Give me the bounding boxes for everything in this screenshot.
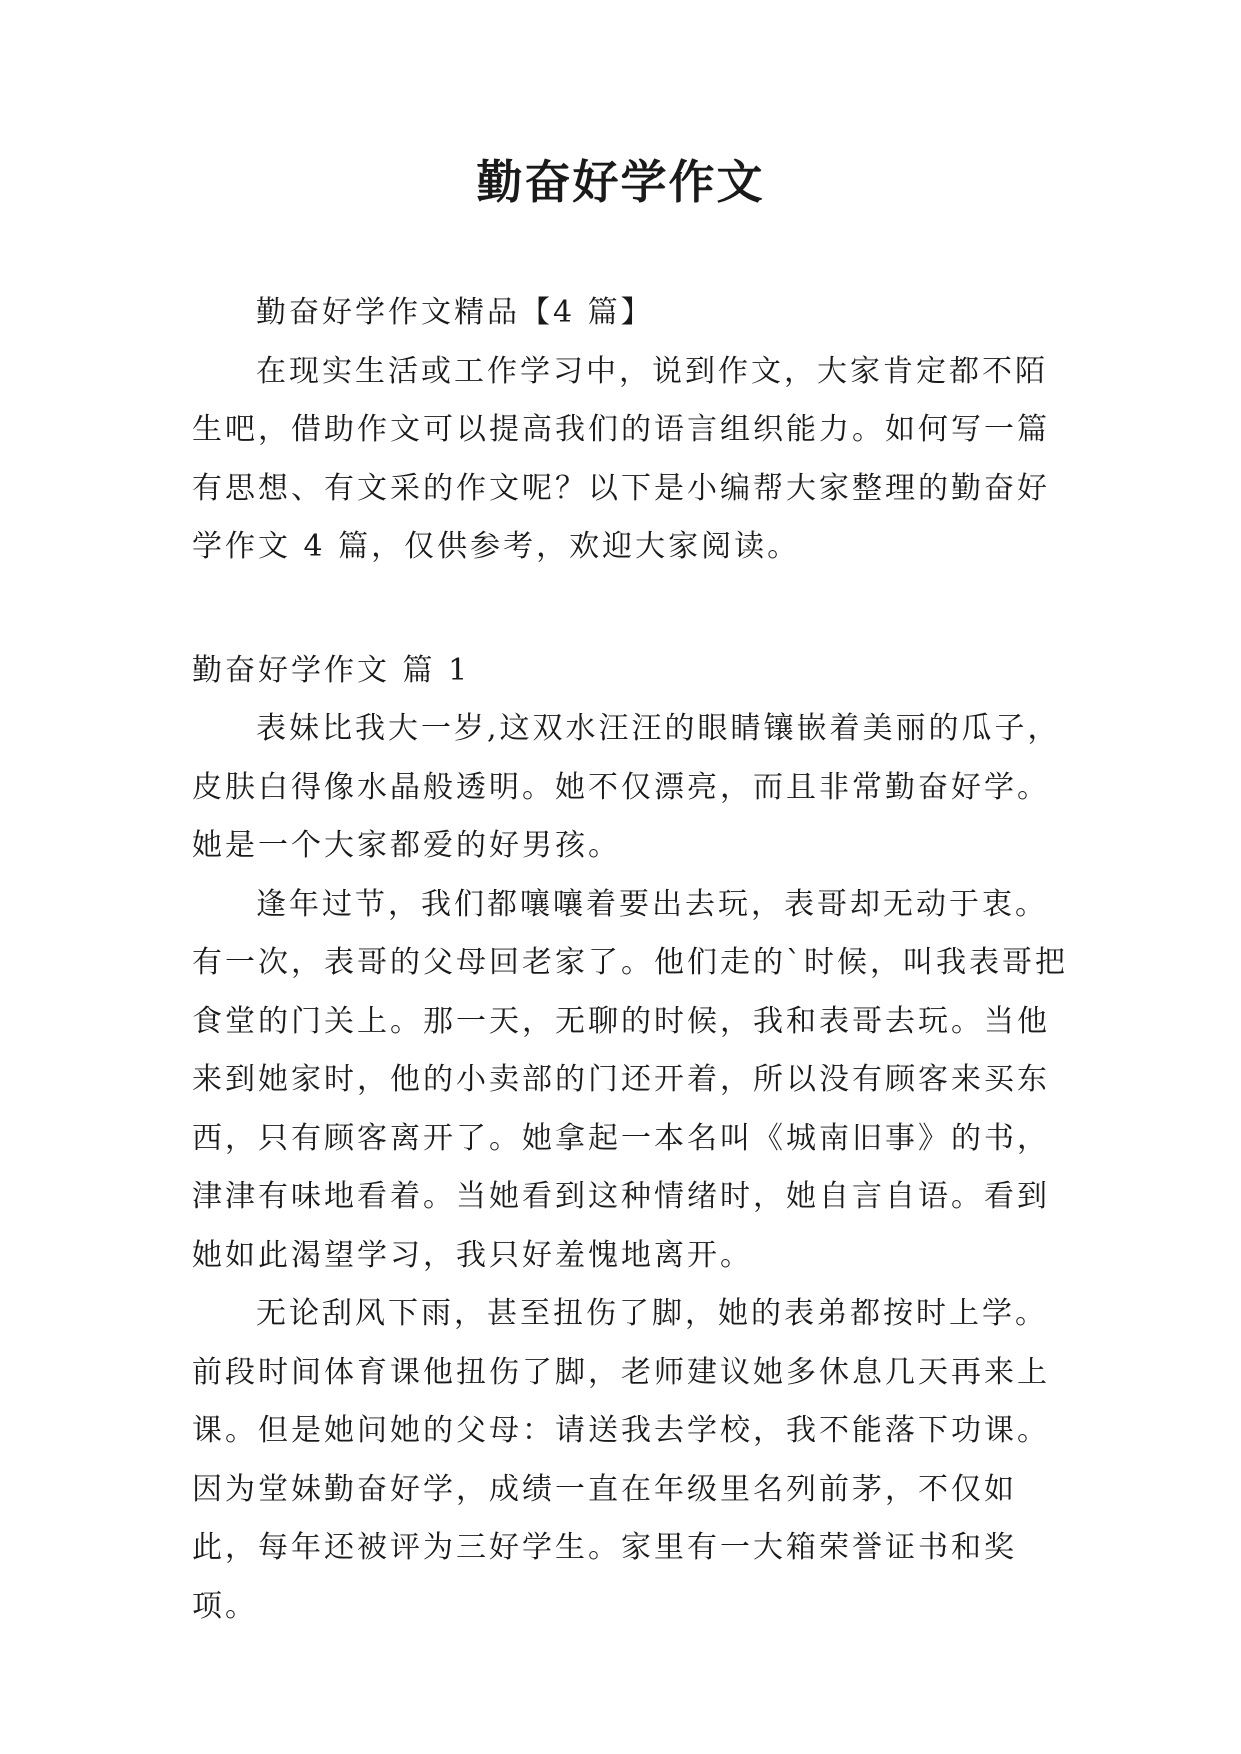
section-heading: 勤奋好学作文 篇 1: [192, 652, 471, 688]
body-paragraph: 无论刮风下雨，甚至扭伤了脚，她的表弟都按时上学。前段时间体育课他扭伤了脚，老师建议她多休息几天再来上课。但是她问她的父母：请送我去学校，我不能落下功课。因为堂妹勤奋好学，成绩一直在年级里名列前茅，不仅如此，每年还被评为三好学生。家里有一大箱荣誉证书和奖项。: [192, 1296, 1050, 1624]
intro-paragraph: 在现实生活或工作学习中，说到作文，大家肯定都不陌生吧，借助作文可以提高我们的语言组织能力。如何写一篇有思想、有文采的作文呢？以下是小编帮大家整理的勤奋好学作文 4 篇，仅供参考，欢迎大家阅读。: [192, 353, 1050, 564]
body-paragraph: 表妹比我大一岁,这双水汪汪的眼睛镶嵌着美丽的瓜子，皮肤白得像水晶般透明。她不仅漂亮，而且非常勤奋好学。她是一个大家都爱的好男孩。: [192, 711, 1061, 863]
document-title: 勤奋好学作文: [476, 155, 765, 209]
document-body: [192, 284, 1072, 1636]
document-subtitle: 勤奋好学作文精品【4 篇】: [256, 295, 654, 330]
body-paragraph: 逢年过节，我们都嚷嚷着要出去玩，表哥却无动于衷。有一次，表哥的父母回老家了。他们走的`时候，叫我表哥把食堂的门关上。那一天，无聊的时候，我和表哥去玩。当他来到她家时，他的小卖部的门还开着，所以没有顾客来买东西，只有顾客离开了。她拿起一本名叫《城南旧事》的书，津津有味地看着。当她看到这种情绪时，她自言自语。看到她如此渴望学习，我只好羞愧地离开。: [192, 886, 1068, 1273]
